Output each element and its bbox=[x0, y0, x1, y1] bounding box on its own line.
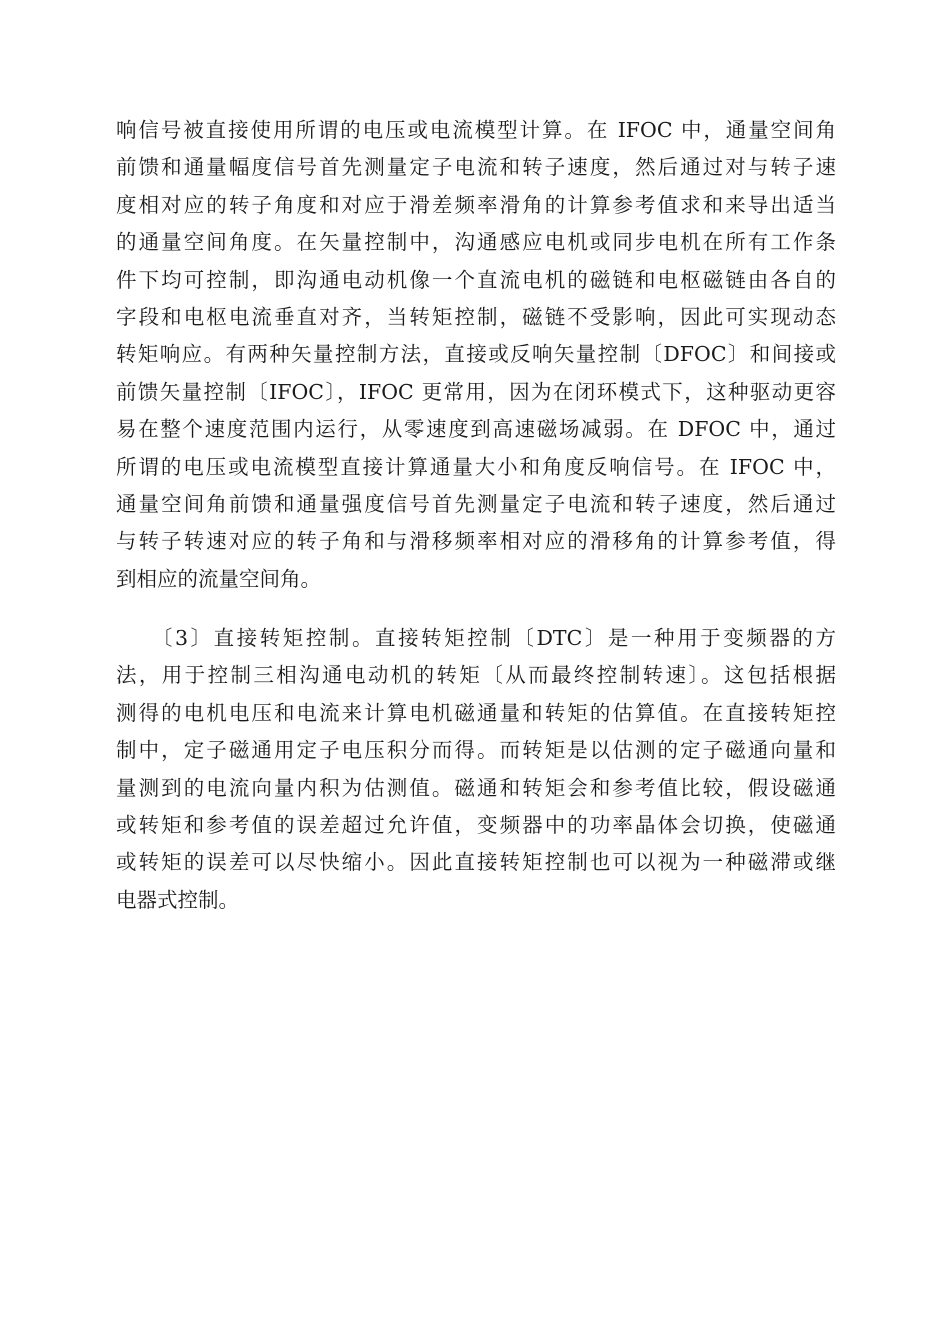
text-line: 度相对应的转子角度和对应于滑差频率滑角的计算参考值求和来导出适当 bbox=[116, 192, 836, 217]
text-line: 通量空间角前馈和通量强度信号首先测量定子电流和转子速度，然后通过 bbox=[116, 491, 836, 516]
text-line: 测得的电机电压和电流来计算电机磁通量和转矩的估算值。在直接转矩控 bbox=[116, 700, 836, 725]
text-line: 法，用于控制三相沟通电动机的转矩〔从而最终控制转速〕。这包括根据 bbox=[116, 663, 836, 688]
text-line: 与转子转速对应的转子角和与滑移频率相对应的滑移角的计算参考值，得 bbox=[116, 529, 836, 554]
text-line: 所谓的电压或电流模型直接计算通量大小和角度反响信号。在 IFOC 中， bbox=[116, 454, 836, 479]
text-line: 字段和电枢电流垂直对齐，当转矩控制，磁链不受影响，因此可实现动态 bbox=[116, 304, 836, 329]
text-line: 的通量空间角度。在矢量控制中，沟通感应电机或同步电机在所有工作条 bbox=[116, 230, 836, 255]
text-line: 量测到的电流向量内积为估测值。磁通和转矩会和参考值比较，假设磁通 bbox=[116, 775, 836, 800]
text-line: 转矩响应。有两种矢量控制方法，直接或反响矢量控制〔DFOC〕和间接或 bbox=[116, 342, 836, 367]
text-line: 到相应的流量空间角。 bbox=[116, 566, 321, 591]
text-line: 响信号被直接使用所谓的电压或电流模型计算。在 IFOC 中，通量空间角 bbox=[116, 118, 836, 142]
text-line: 前馈矢量控制〔IFOC〕，IFOC 更常用，因为在闭环模式下，这种驱动更容 bbox=[116, 379, 836, 404]
text-line: 或转矩和参考值的误差超过允许值，变频器中的功率晶体会切换，使磁通 bbox=[116, 812, 836, 837]
paragraph-direct-torque-control bbox=[116, 620, 836, 919]
text-line: 或转矩的误差可以尽快缩小。因此直接转矩控制也可以视为一种磁滞或继 bbox=[116, 850, 836, 875]
text-line: 电器式控制。 bbox=[116, 887, 239, 912]
text-line: 〔3〕直接转矩控制。直接转矩控制〔DTC〕是一种用于变频器的方 bbox=[116, 626, 836, 650]
paragraph-vector-control bbox=[116, 112, 836, 598]
text-line: 制中，定子磁通用定子电压积分而得。而转矩是以估测的定子磁通向量和 bbox=[116, 738, 836, 763]
text-line: 前馈和通量幅度信号首先测量定子电流和转子速度，然后通过对与转子速 bbox=[116, 155, 836, 180]
text-line: 易在整个速度范围内运行，从零速度到高速磁场减弱。在 DFOC 中，通过 bbox=[116, 417, 836, 442]
text-line: 件下均可控制，即沟通电动机像一个直流电机的磁链和电枢磁链由各自的 bbox=[116, 267, 836, 292]
